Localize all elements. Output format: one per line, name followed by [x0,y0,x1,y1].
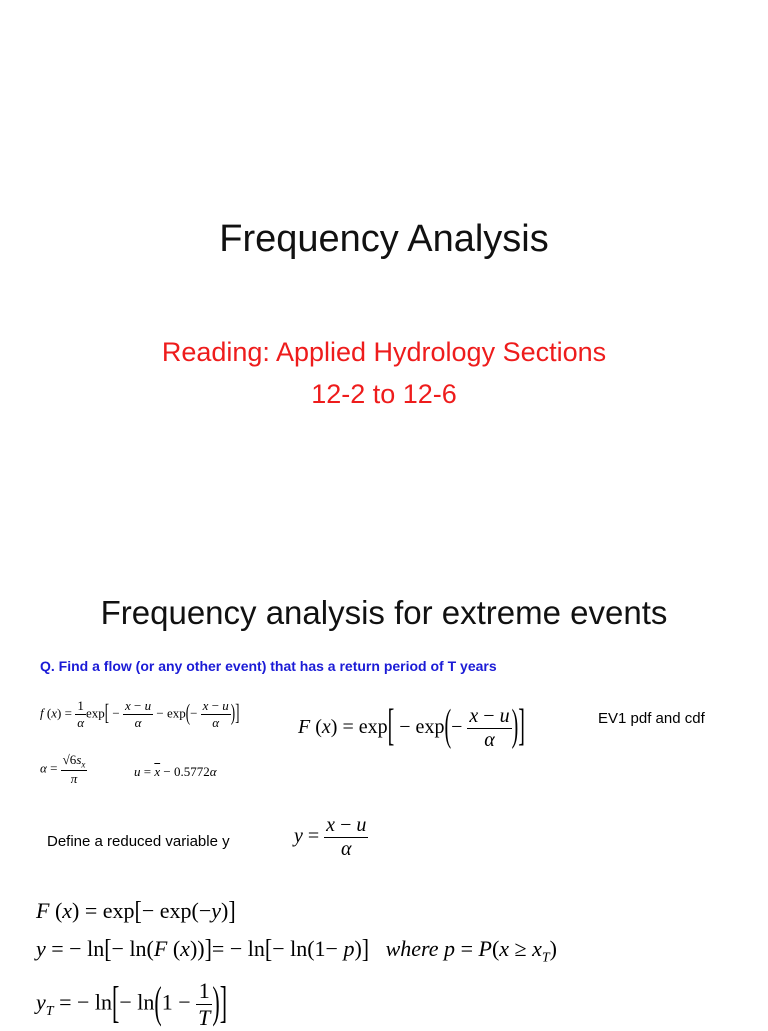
reading-line-1: Reading: Applied Hydrology Sections [161,337,607,367]
cdf-in-y-equation: F (x) = exp[− exp(−y)] [36,895,236,926]
ev1-cdf-equation: F (x) = exp[ − exp(− $\frac{x - u}{\alpha}$ )] [298,702,525,751]
content-slide [0,540,768,1030]
reduced-variable-equation: y = $\frac{x - u}{\alpha}$ [294,814,367,860]
slide-title-2: Frequency analysis for extreme events [100,594,668,631]
define-reduced-variable-label: Define a reduced variable y [47,833,230,850]
u-equation: $u = \overline{x} - 0.5772\alpha$ [134,764,217,779]
slide-title: Frequency Analysis [219,218,549,260]
alpha-equation: α = $\frac{√6s_x}{\pi}$ [40,752,86,786]
question-text: Q. Find a flow (or any other event) that has a return period of T years [40,658,497,674]
reading-line-2: 12-2 to 12-6 [311,379,457,409]
ev1-pdf-equation: f (x) = $\frac{1}{\alpha}$ exp[ − $\frac{x - u}{\alpha}$ − exp(− $\frac{x - u}{\alpha}$ )] [40,698,240,730]
y-ln-equation: y = − ln[− ln(F (x))]= − ln[− ln(1− p)] where $p = P(x \ge x_T)$ [36,933,557,966]
yT-equation: $y_T$ = − ln[− ln(1 − $\frac{1}{T}$ )] [36,976,228,1030]
ev1-label: EV1 pdf and cdf [598,710,705,727]
